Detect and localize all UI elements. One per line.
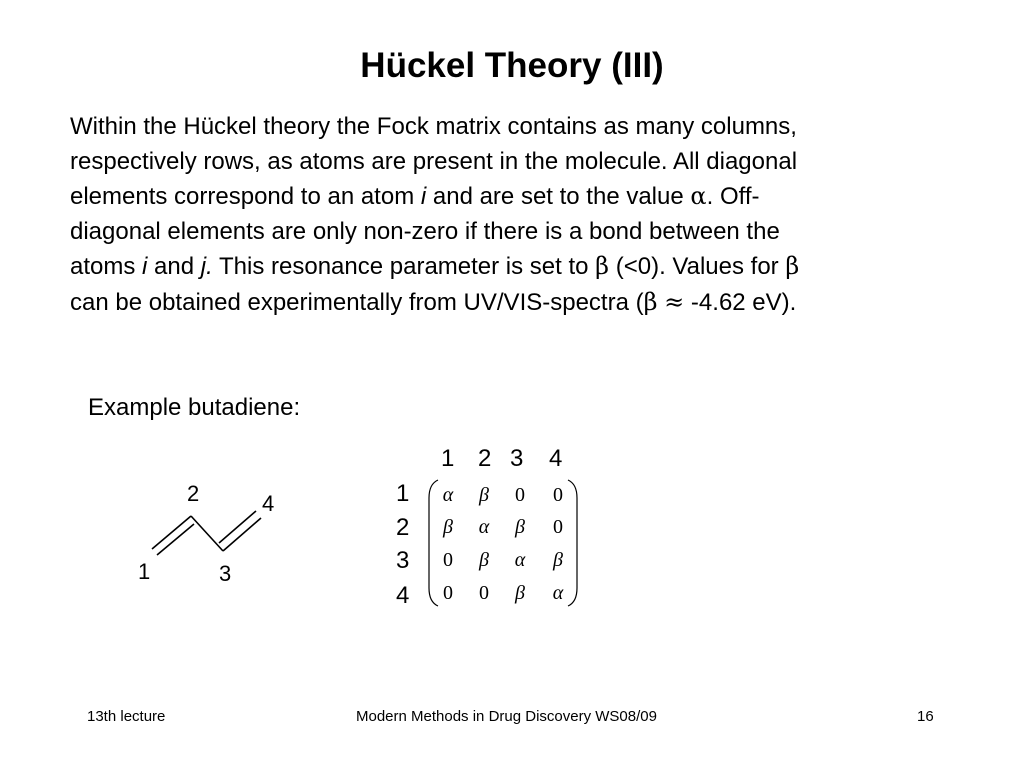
atom-label-2: 2 [187, 481, 200, 506]
matrix-cell: 0 [515, 484, 525, 506]
atom-label-1: 1 [138, 559, 151, 584]
body-paragraph [70, 110, 950, 320]
paragraph-line-3: elements correspond to an atom i and are set to the value α. Off- [70, 182, 760, 210]
footer-slide-number: 16 [917, 708, 934, 725]
butadiene-skeleton [130, 470, 290, 590]
paragraph-line-6: can be obtained experimentally from UV/VIS-spectra (β ≈ -4.62 eV). [70, 287, 797, 316]
matrix-cell: 0 [479, 582, 489, 604]
paragraph-line-4: diagonal elements are only non-zero if there is a bond between the [70, 217, 780, 245]
paragraph-line-1: Within the Hückel theory the Fock matrix contains as many columns, [70, 113, 797, 140]
matrix-cell: α [442, 484, 454, 506]
row-header: 3 [396, 547, 410, 574]
butadiene-structure [130, 470, 290, 590]
footer-lecture: 13th lecture [87, 708, 166, 725]
column-header: 1 [441, 445, 455, 472]
atom-label-4: 4 [262, 491, 275, 516]
matrix-cell: β [479, 484, 489, 506]
matrix-cell: β [515, 516, 525, 538]
footer-course-title: Modern Methods in Drug Discovery WS08/09 [356, 708, 657, 725]
row-header: 4 [396, 582, 410, 609]
beta-symbol: β [595, 252, 610, 280]
matrix-cell: α [552, 582, 564, 604]
paragraph-line-2: respectively rows, as atoms are present in the molecule. All diagonal [70, 147, 798, 175]
alpha-symbol: α [690, 182, 707, 210]
bond-1-2-outer [152, 516, 191, 549]
matrix-cell: 0 [553, 484, 563, 506]
paragraph-line-5: atoms i and j. This resonance parameter is set to β (<0). Values for β [70, 252, 800, 280]
row-header: 1 [396, 480, 410, 507]
atom-label-3: 3 [219, 561, 232, 586]
example-label: Example butadiene: [88, 394, 301, 421]
matrix-cell: β [443, 516, 453, 538]
slide-title: Hückel Theory (III) [360, 46, 664, 85]
matrix-cell: β [479, 549, 489, 571]
matrix-cell: β [515, 582, 525, 604]
bond-2-3 [191, 516, 223, 551]
column-header: 3 [510, 445, 524, 472]
matrix-cell: 0 [553, 516, 563, 538]
column-header: 2 [478, 445, 492, 472]
matrix-cell: 0 [443, 549, 453, 571]
beta-symbol: β [785, 252, 800, 280]
row-header: 2 [396, 514, 410, 541]
matrix-cell: α [514, 549, 526, 571]
approx-symbol: ≈ [664, 287, 685, 316]
matrix-cell: α [478, 516, 490, 538]
column-header: 4 [549, 445, 563, 472]
beta-symbol: β [643, 287, 658, 316]
matrix-cell: β [553, 549, 563, 571]
matrix-cell: 0 [443, 582, 453, 604]
